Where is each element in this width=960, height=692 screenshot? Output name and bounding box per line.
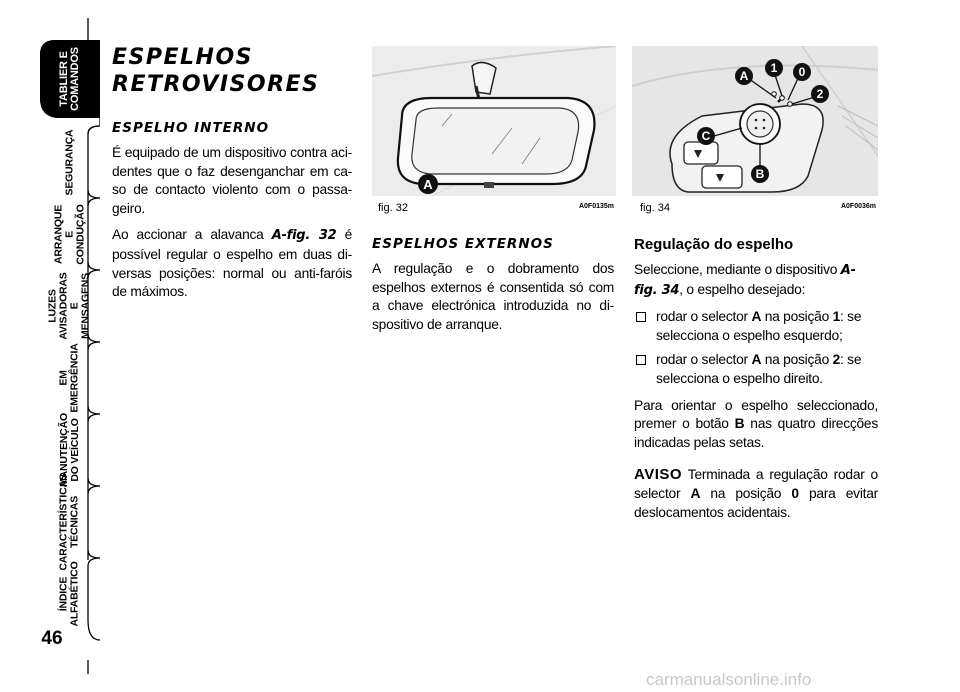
text: rodar o selector bbox=[656, 309, 752, 325]
paragraph-safety-device: É equipado de um dispositivo contra aci-dentes que o faz desenganchar em ca-so de contacto violento com o passa-geiro. bbox=[112, 145, 352, 216]
text: na posição bbox=[761, 352, 833, 368]
text: Terminada a regulação rodar o selector bbox=[634, 467, 878, 501]
watermark: carmanualsonline.info bbox=[646, 670, 812, 689]
warning-label: AVISO bbox=[634, 466, 683, 484]
figure-caption: fig. 34 bbox=[640, 202, 670, 214]
paragraph-select-mirror bbox=[634, 261, 878, 300]
paragraph-lever-adjust bbox=[112, 226, 352, 301]
text: , o espelho desejado: bbox=[679, 281, 806, 297]
paragraph-orient-mirror bbox=[634, 397, 878, 453]
page-title bbox=[112, 44, 352, 98]
instruction-list bbox=[634, 308, 878, 388]
tab-indice-alfabetico[interactable] bbox=[40, 558, 100, 630]
text: para evitar deslocamentos acidentais. bbox=[634, 485, 878, 520]
text: na posição bbox=[700, 485, 792, 501]
checkbox-bullet-icon bbox=[636, 312, 646, 322]
list-item bbox=[634, 308, 878, 345]
page-number: 46 bbox=[41, 628, 63, 649]
tab-luzes-avisadoras[interactable] bbox=[40, 270, 100, 342]
section-heading-mirror-adjustment: Regulação do espelho bbox=[634, 236, 794, 253]
text: Ao accionar a alavanca bbox=[112, 227, 272, 243]
tab-label: TABLIER E COMANDOS bbox=[58, 47, 82, 111]
tab-label: SEGURANÇA bbox=[63, 129, 76, 195]
figure-reference: A-fig. 34 bbox=[634, 263, 856, 298]
key-letter: A bbox=[751, 309, 762, 325]
column-interior-mirror bbox=[112, 44, 352, 310]
tab-label: EM EMERGÊNCIA bbox=[58, 343, 82, 413]
column-mirror-adjustment bbox=[634, 236, 878, 530]
text: : se selecciona o espelho direito. bbox=[656, 352, 862, 386]
callout-2: 2 bbox=[816, 87, 824, 101]
tab-label: ARRANQUE E CONDUÇÃO bbox=[52, 203, 87, 265]
figure-reference: A-fig. 32 bbox=[271, 228, 337, 244]
key-letter: A bbox=[690, 485, 701, 501]
paragraph-warning bbox=[634, 466, 878, 522]
key-letter: 2 bbox=[832, 352, 841, 368]
callout-1: 1 bbox=[770, 61, 778, 75]
callout-a: A bbox=[423, 177, 433, 192]
callout-b: B bbox=[755, 167, 765, 181]
callout-0: 0 bbox=[798, 65, 806, 79]
figure-32-interior-mirror bbox=[372, 46, 616, 214]
column-exterior-mirrors bbox=[372, 236, 614, 342]
text: na posição bbox=[761, 309, 833, 325]
tab-caracteristicas-tecnicas[interactable] bbox=[40, 473, 100, 571]
tab-label: MANUTENÇÃO DO VEÍCULO bbox=[58, 413, 82, 487]
page-title-line1: ESPELHOS bbox=[112, 45, 254, 70]
tab-arranque-e-conducao[interactable] bbox=[40, 198, 100, 270]
tab-label: LUZES AVISADORAS E MENSAGENS bbox=[47, 272, 93, 340]
list-item bbox=[634, 351, 878, 388]
tab-label: ÍNDICE ALFABÉTICO bbox=[58, 561, 81, 627]
interior-mirror-illustration bbox=[372, 46, 616, 196]
tab-label: CARACTERÍSTICAS TÉCNICAS bbox=[58, 473, 81, 571]
figure-code: A0F0135m bbox=[578, 203, 614, 210]
key-letter: 1 bbox=[832, 309, 841, 325]
key-letter: A bbox=[751, 352, 762, 368]
text: Seleccione, mediante o dispositivo bbox=[634, 262, 841, 277]
text: : se selecciona o espelho esquerdo; bbox=[656, 309, 862, 343]
text: Para orientar o espelho seleccionado, premer o botão bbox=[634, 397, 878, 432]
paragraph-exterior-mirrors: A regulação e o dobramento dos espelhos externos é consentida só com a chave electrónica introduzida no di-spositivo de arranque. bbox=[372, 261, 614, 332]
chapter-sidebar bbox=[0, 0, 100, 692]
figure-caption: fig. 32 bbox=[378, 202, 408, 214]
text: rodar o selector bbox=[656, 352, 752, 368]
section-heading-exterior-mirrors: ESPELHOS EXTERNOS bbox=[372, 236, 554, 252]
figure-34-mirror-control bbox=[632, 46, 878, 214]
mirror-control-illustration bbox=[632, 46, 878, 196]
figure-code: A0F0036m bbox=[840, 203, 876, 210]
tab-tablier-e-comandos[interactable] bbox=[40, 40, 100, 118]
callout-c: C bbox=[701, 129, 711, 143]
callout-a: A bbox=[739, 69, 749, 83]
key-letter: B bbox=[734, 416, 745, 432]
tab-em-emergencia[interactable] bbox=[40, 342, 100, 414]
checkbox-bullet-icon bbox=[636, 355, 646, 365]
section-heading-interior-mirror: ESPELHO INTERNO bbox=[112, 120, 270, 136]
page-title-line2: RETROVISORES bbox=[112, 72, 320, 97]
text: nas quatro direcções indicadas pelas setas. bbox=[634, 416, 878, 450]
text: é possível regular o espelho em duas di-versas posições: normal ou anti-faróis de máximos. bbox=[112, 227, 352, 300]
tab-seguranca[interactable] bbox=[40, 126, 100, 198]
key-letter: 0 bbox=[791, 485, 799, 501]
